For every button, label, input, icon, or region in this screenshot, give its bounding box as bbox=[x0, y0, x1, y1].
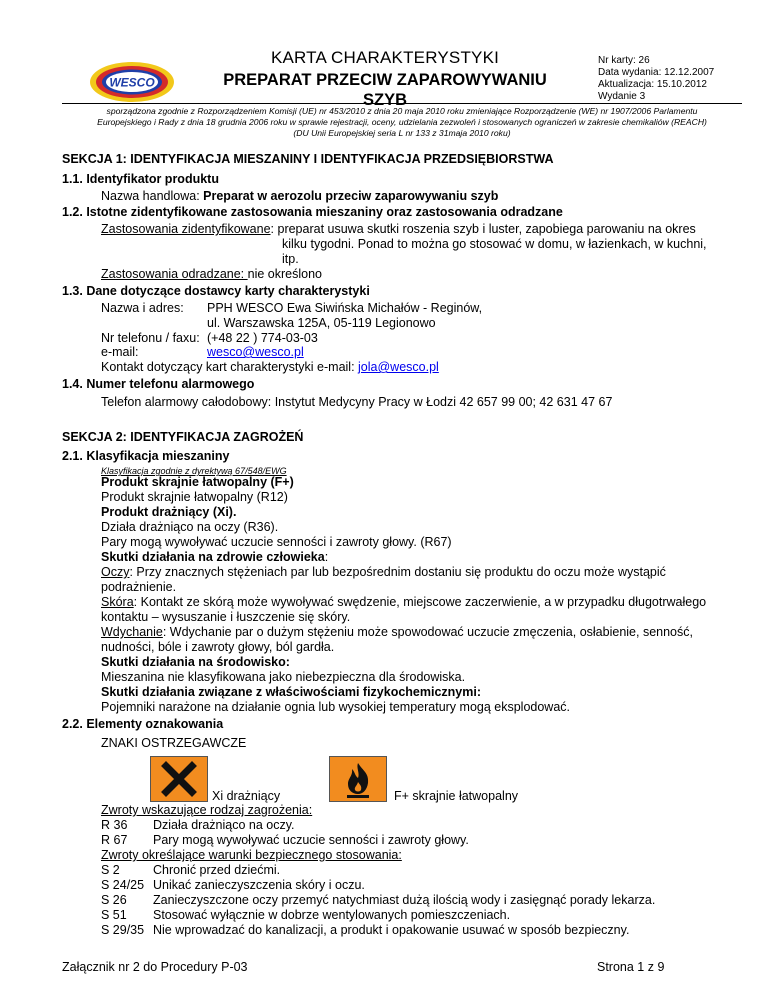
class-line: Produkt skrajnie łatwopalny (F+) bbox=[101, 475, 294, 489]
address-label: Nazwa i adres: bbox=[101, 301, 184, 315]
document-meta bbox=[598, 55, 714, 103]
phone-label: Nr telefonu / faxu: bbox=[101, 331, 200, 345]
address-line: ul. Warszawska 125A, 05-119 Legionowo bbox=[207, 316, 436, 330]
inhalation-text: : Wdychanie par o dużym stężeniu może spowodować uczucie zmęczenia, osłabienie, senność, bbox=[162, 625, 693, 639]
title-line-3: SZYB bbox=[362, 91, 407, 109]
xi-label: Xi drażniący bbox=[212, 789, 281, 803]
eyes-effect bbox=[101, 565, 666, 580]
identified-uses-label: Zastosowania zidentyfikowane bbox=[101, 222, 271, 236]
environment-text: Mieszanina nie klasyfikowana jako niebezpieczna dla środowiska. bbox=[101, 670, 466, 684]
page-number: Strona 1 z 9 bbox=[597, 960, 665, 974]
svg-text:WESCO: WESCO bbox=[109, 75, 155, 90]
colon: : bbox=[324, 550, 329, 564]
contact-text: Kontakt dotyczący kart charakterystyki e-mail: bbox=[101, 360, 359, 374]
contact-email-link[interactable]: jola@wesco.pl bbox=[358, 360, 439, 374]
health-effects-heading bbox=[101, 550, 328, 565]
r-phrases-heading: Zwroty wskazujące rodzaj zagrożenia: bbox=[101, 803, 313, 817]
s-phrase-text: Zanieczyszczone oczy przemyć natychmiast dużą ilością wody i zasięgnąć porady lekarza. bbox=[153, 893, 656, 907]
s-phrase-code: S 29/35 bbox=[101, 923, 145, 937]
class-line: Produkt skrajnie łatwopalny (R12) bbox=[101, 490, 288, 504]
s-phrase-text: Nie wprowadzać do kanalizacji, a produkt i opakowanie usuwać w sposób bezpieczny. bbox=[153, 923, 630, 937]
s-phrase-code: S 24/25 bbox=[101, 878, 145, 892]
alarm-phone: Telefon alarmowy całodobowy: Instytut Medycyny Pracy w Łodzi 42 657 99 00; 42 631 47 67 bbox=[101, 395, 613, 409]
heading-1-2: 1.2. Istotne zidentyfikowane zastosowania mieszaniny oraz zastosowania odradzane bbox=[62, 205, 563, 219]
section-2-title: SEKCJA 2: IDENTYFIKACJA ZAGROŻEŃ bbox=[62, 430, 304, 444]
discouraged-uses bbox=[101, 267, 322, 282]
skin-text: : Kontakt ze skórą może wywoływać swędzenie, miejscowe zaczerwienie, a w przypadku długotrwałego bbox=[133, 595, 707, 609]
eyes-text: : Przy znacznych stężeniach par lub bezpośrednim dostaniu się produktu do oczu może wystąpić bbox=[129, 565, 666, 579]
physchem-text: Pojemniki narażone na działanie ognia lub wysokiej temperatury mogą eksplodować. bbox=[101, 700, 571, 714]
identified-uses bbox=[101, 222, 696, 237]
regulation-note-line: sporządzona zgodnie z Rozporządzeniem Komisji (UE) nr 453/2010 z dnia 20 maja 2010 roku zmieniające Rozporządzenie (WE) nr 1907/2006 Parlamentu bbox=[106, 106, 698, 116]
heading-1-1: 1.1. Identyfikator produktu bbox=[62, 172, 219, 186]
identified-uses-text: itp. bbox=[282, 252, 299, 266]
regulation-note bbox=[62, 106, 742, 139]
regulation-note-line: (DU Unii Europejskiej seria L nr 133 z 31maja 2010 roku) bbox=[293, 128, 511, 138]
discouraged-uses-label: Zastosowania odradzane: bbox=[101, 267, 248, 281]
r-phrase-text: Pary mogą wywoływać uczucie senności i zawroty głowy. bbox=[153, 833, 469, 847]
xi-irritant-pictogram bbox=[150, 756, 208, 802]
class-line: Produkt drażniący (Xi). bbox=[101, 505, 237, 519]
class-line: Działa drażniąco na oczy (R36). bbox=[101, 520, 279, 534]
email-link[interactable]: wesco@wesco.pl bbox=[207, 345, 304, 359]
regulation-note-line: Europejskiego i Rady z dnia 18 grudnia 2006 roku w sprawie rejestracji, oceny, udzielania zezwoleń i stosowanych ograniczeń w zakresie chemikaliów (REACH) bbox=[97, 117, 707, 127]
phone-value: (+48 22 ) 774-03-03 bbox=[207, 331, 318, 345]
heading-1-4: 1.4. Numer telefonu alarmowego bbox=[62, 377, 255, 391]
update-date: Aktualizacja: 15.10.2012 bbox=[598, 79, 707, 90]
card-number: Nr karty: 26 bbox=[598, 55, 650, 66]
s-phrase-code: S 26 bbox=[101, 893, 127, 907]
r-phrase-code: R 67 bbox=[101, 833, 128, 847]
s-phrase-code: S 2 bbox=[101, 863, 120, 877]
heading-2-2: 2.2. Elementy oznakowania bbox=[62, 717, 224, 731]
contact-line bbox=[101, 360, 439, 375]
section-1-title: SEKCJA 1: IDENTYFIKACJA MIESZANINY I IDENTYFIKACJA PRZEDSIĘBIORSTWA bbox=[62, 152, 554, 166]
flammable-label: F+ skrajnie łatwopalny bbox=[394, 789, 519, 803]
s-phrase-text: Unikać zanieczyszczenia skóry i oczu. bbox=[153, 878, 365, 892]
identified-uses-text: : preparat usuwa skutki roszenia szyb i luster, zapobiega parowaniu na okres bbox=[270, 222, 696, 236]
document-title bbox=[190, 48, 580, 110]
skin-label: Skóra bbox=[101, 595, 134, 609]
s-phrase-text: Stosować wyłącznie w dobrze wentylowanych pomieszczeniach. bbox=[153, 908, 511, 922]
health-effects-label: Skutki działania na zdrowie człowieka bbox=[101, 550, 325, 564]
flammable-pictogram bbox=[329, 756, 387, 802]
heading-2-1: 2.1. Klasyfikacja mieszaniny bbox=[62, 449, 230, 463]
email-label: e-mail: bbox=[101, 345, 139, 359]
trade-name-value: Preparat w aerozolu przeciw zaparowywaniu szyb bbox=[203, 189, 499, 203]
title-line-1: KARTA CHARAKTERYSTYKI bbox=[270, 48, 500, 67]
class-line: Pary mogą wywoływać uczucie senności i zawroty głowy. (R67) bbox=[101, 535, 452, 549]
eyes-text: podrażnienie. bbox=[101, 580, 177, 594]
s-phrase-text: Chronić przed dziećmi. bbox=[153, 863, 281, 877]
footer-left: Załącznik nr 2 do Procedury P-03 bbox=[62, 960, 248, 974]
trade-name-label: Nazwa handlowa: bbox=[101, 189, 204, 203]
trade-name bbox=[101, 189, 498, 204]
eyes-label: Oczy bbox=[101, 565, 130, 579]
inhalation-effect bbox=[101, 625, 693, 640]
address-line: PPH WESCO Ewa Siwińska Michałów - Reginów, bbox=[207, 301, 483, 315]
r-phrase-code: R 36 bbox=[101, 818, 128, 832]
inhalation-label: Wdychanie bbox=[101, 625, 163, 639]
skin-effect bbox=[101, 595, 706, 610]
s-phrases-heading: Zwroty określające warunki bezpiecznego stosowania: bbox=[101, 848, 402, 862]
identified-uses-text: kilku tygodni. Ponad to można go stosować w domu, w łazienkach, w kuchni, bbox=[282, 237, 707, 251]
header-divider bbox=[62, 103, 742, 104]
heading-1-3: 1.3. Dane dotyczące dostawcy karty charakterystyki bbox=[62, 284, 370, 298]
company-logo bbox=[88, 60, 176, 104]
skin-text: kontaktu – wysuszanie i łuszczenie się skóry. bbox=[101, 610, 351, 624]
warning-signs-title: ZNAKI OSTRZEGAWCZE bbox=[101, 736, 247, 750]
environment-heading: Skutki działania na środowisko: bbox=[101, 655, 290, 669]
r-phrase-text: Działa drażniąco na oczy. bbox=[153, 818, 295, 832]
discouraged-uses-value: nie określono bbox=[247, 267, 322, 281]
s-phrase-code: S 51 bbox=[101, 908, 127, 922]
title-line-2: PREPARAT PRZECIW ZAPAROWYWANIU bbox=[223, 71, 547, 89]
issue-date: Data wydania: 12.12.2007 bbox=[598, 67, 715, 78]
physchem-heading: Skutki działania związane z właściwościami fizykochemicznymi: bbox=[101, 685, 481, 699]
inhalation-text: nudności, bóle i zawroty głowy, ból gardła. bbox=[101, 640, 335, 654]
classification-note: Klasyfikacja zgodnie z dyrektywą 67/548/EWG bbox=[101, 466, 287, 476]
edition: Wydanie 3 bbox=[598, 91, 646, 102]
